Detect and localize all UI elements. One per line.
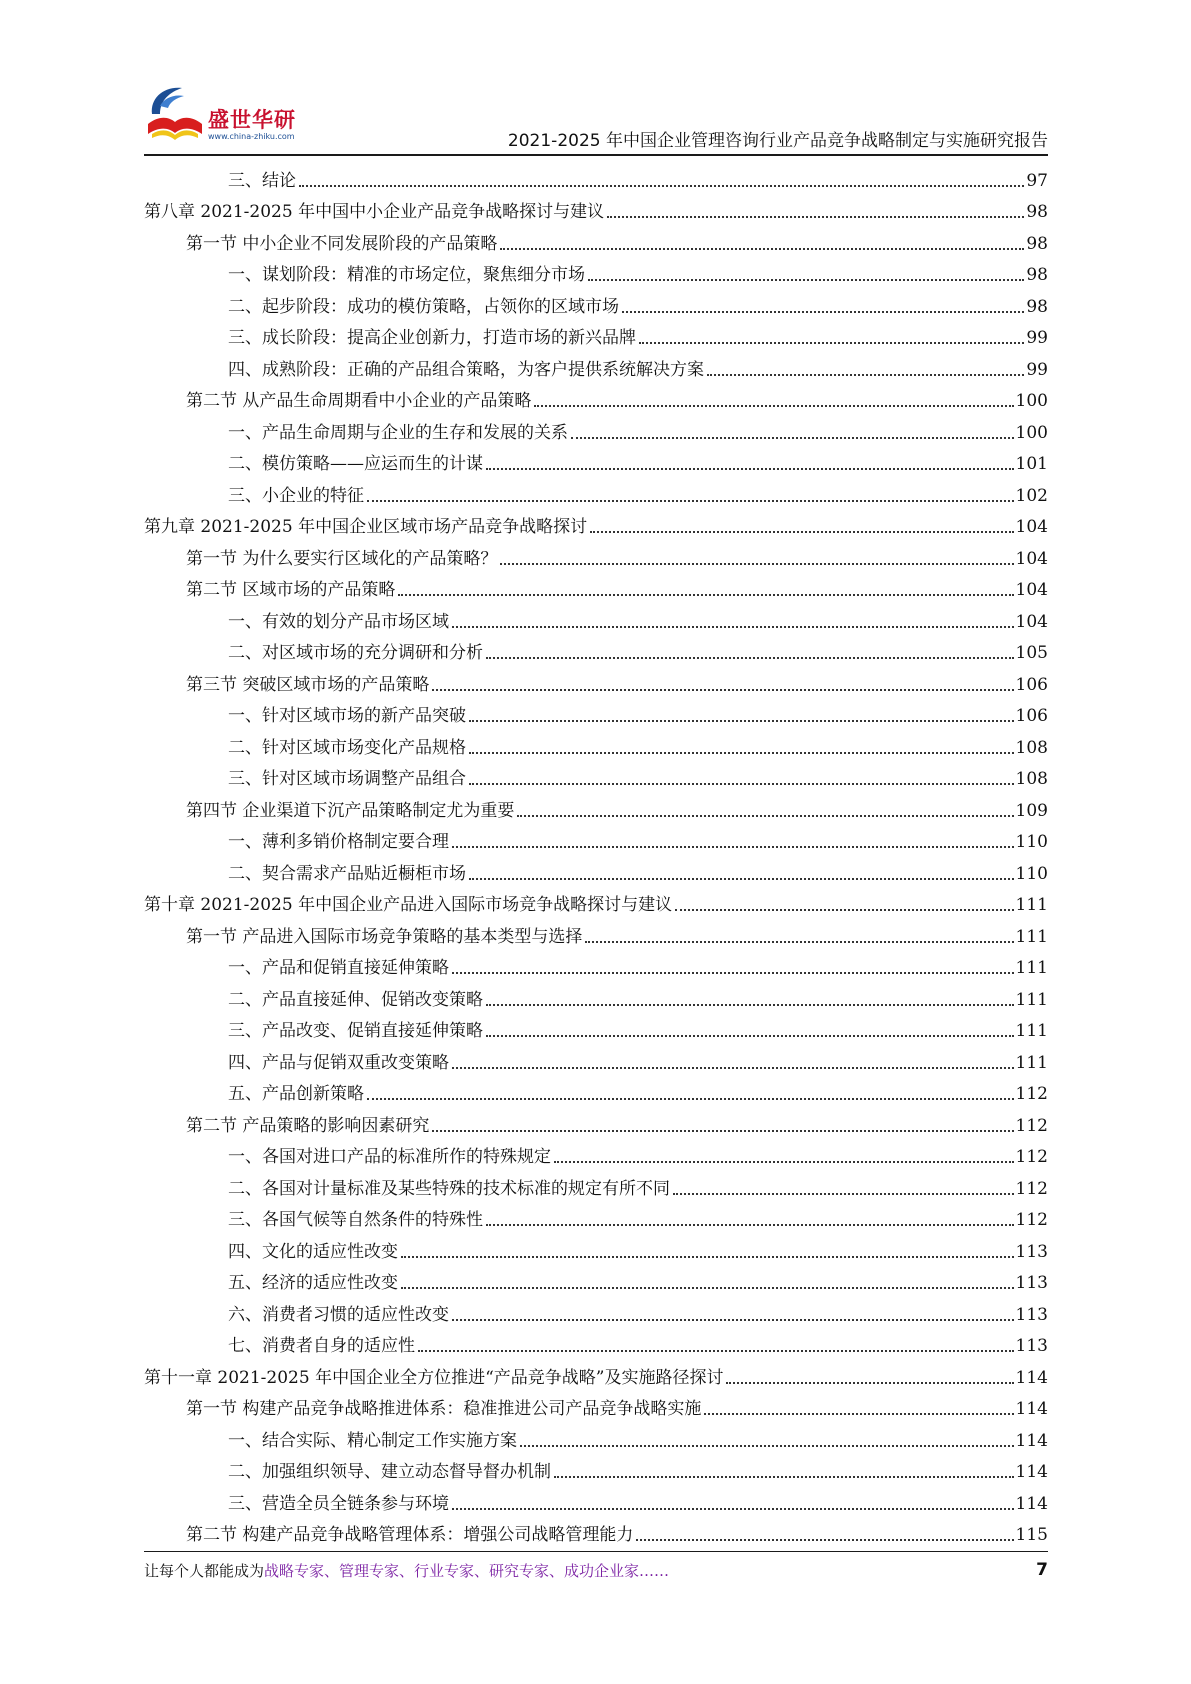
toc-entry-page: 112 (1015, 1210, 1048, 1230)
toc-entry-title: 第一节 构建产品竞争战略推进体系：稳准推进公司产品竞争战略实施 (186, 1399, 702, 1419)
toc-dot-leader (452, 1507, 1014, 1510)
toc-entry-title: 三、各国气候等自然条件的特殊性 (228, 1210, 483, 1230)
company-logo (144, 80, 324, 146)
toc-dot-leader (401, 1286, 1014, 1289)
toc-entry-title: 五、产品创新策略 (228, 1084, 364, 1104)
toc-entry-title: 第一节 为什么要实行区域化的产品策略？ (186, 548, 498, 569)
toc-dot-leader (469, 719, 1014, 722)
toc-entry-page: 112 (1015, 1115, 1048, 1136)
toc-entry-title: 四、成熟阶段：正确的产品组合策略，为客户提供系统解决方案 (228, 359, 704, 380)
toc-subsection[interactable] (144, 979, 1048, 1011)
page-footer (144, 1560, 1048, 1590)
toc-entry-page: 115 (1015, 1525, 1048, 1545)
toc-dot-leader (367, 499, 1014, 502)
report-title: 2021-2025 年中国企业管理咨询行业产品竞争战略制定与实施研究报告 (507, 131, 1048, 151)
toc-subsection[interactable] (144, 633, 1048, 665)
toc-entry-title: 六、消费者习惯的适应性改变 (228, 1304, 449, 1325)
toc-chapter[interactable] (144, 885, 1048, 917)
toc-entry-title: 二、针对区域市场变化产品规格 (228, 737, 466, 758)
toc-section[interactable] (144, 664, 1048, 696)
book-wave-logo-icon (144, 84, 206, 146)
toc-subsection[interactable] (144, 696, 1048, 728)
toc-subsection[interactable] (144, 318, 1048, 350)
toc-dot-leader (432, 688, 1013, 691)
toc-entry-page: 111 (1015, 958, 1048, 978)
toc-entry-page: 111 (1015, 895, 1048, 915)
toc-entry-title: 第九章 2021-2025 年中国企业区域市场产品竞争战略探讨 (144, 517, 588, 537)
toc-entry-page: 110 (1015, 863, 1048, 884)
toc-entry-page: 100 (1015, 391, 1048, 411)
toc-entry-title: 三、产品改变、促销直接延伸策略 (228, 1021, 483, 1041)
toc-chapter[interactable] (144, 1357, 1048, 1389)
toc-entry-page: 112 (1015, 1178, 1048, 1199)
toc-dot-leader (452, 845, 1014, 848)
toc-dot-leader (675, 908, 1013, 911)
toc-entry-title: 一、结合实际、精心制定工作实施方案 (228, 1430, 517, 1451)
toc-dot-leader (622, 310, 1024, 313)
footer-divider (144, 1551, 1048, 1552)
toc-entry-page: 104 (1015, 580, 1048, 600)
toc-entry-title: 二、对区域市场的充分调研和分析 (228, 643, 483, 663)
toc-subsection[interactable] (144, 1011, 1048, 1043)
toc-entry-page: 102 (1015, 485, 1048, 506)
toc-subsection[interactable] (144, 1326, 1048, 1358)
toc-dot-leader (726, 1381, 1013, 1384)
toc-dot-leader (486, 1034, 1014, 1037)
toc-entry-title: 第十章 2021-2025 年中国企业产品进入国际市场竞争战略探讨与建议 (144, 895, 673, 915)
toc-dot-leader (607, 215, 1024, 218)
toc-entry-page: 114 (1015, 1493, 1048, 1514)
toc-entry-page: 98 (1026, 202, 1048, 222)
toc-subsection[interactable] (144, 948, 1048, 980)
toc-dot-leader (520, 1444, 1014, 1447)
toc-dot-leader (299, 184, 1024, 187)
toc-entry-page: 99 (1026, 328, 1048, 348)
toc-dot-leader (590, 530, 1013, 533)
toc-dot-leader (500, 562, 1013, 565)
toc-entry-title: 第十一章 2021-2025 年中国企业全方位推进“产品竞争战略”及实施路径探讨 (144, 1367, 724, 1388)
toc-entry-title: 三、成长阶段：提高企业创新力，打造市场的新兴品牌 (228, 328, 636, 348)
toc-dot-leader (452, 971, 1014, 974)
page-header (144, 80, 1048, 158)
toc-entry-title: 二、契合需求产品贴近橱柜市场 (228, 863, 466, 884)
toc-section[interactable] (144, 1515, 1048, 1547)
toc-entry-page: 108 (1015, 769, 1048, 789)
toc-subsection[interactable] (144, 1137, 1048, 1169)
toc-entry-page: 114 (1015, 1367, 1048, 1388)
toc-entry-page: 112 (1015, 1147, 1048, 1167)
toc-entry-page: 113 (1015, 1241, 1048, 1262)
toc-entry-title: 第四节 企业渠道下沉产品策略制定尤为重要 (186, 800, 515, 821)
slogan-prefix: 让每个人都能成为 (144, 1562, 265, 1580)
toc-subsection[interactable] (144, 1420, 1048, 1452)
toc-dot-leader (517, 814, 1013, 817)
toc-section[interactable] (144, 790, 1048, 822)
toc-subsection[interactable] (144, 822, 1048, 854)
toc-subsection[interactable] (144, 1452, 1048, 1484)
toc-chapter[interactable] (144, 507, 1048, 539)
toc-dot-leader (500, 247, 1024, 250)
toc-entry-page: 113 (1015, 1304, 1048, 1325)
toc-entry-page: 111 (1015, 1052, 1048, 1073)
toc-entry-title: 第二节 产品策略的影响因素研究 (186, 1115, 430, 1136)
toc-entry-title: 一、产品和促销直接延伸策略 (228, 958, 449, 978)
toc-entry-page: 114 (1015, 1462, 1048, 1482)
page-number: 7 (1036, 1560, 1048, 1580)
toc-entry-title: 四、文化的适应性改变 (228, 1241, 398, 1262)
toc-subsection[interactable] (144, 160, 1048, 192)
toc-entry-title: 二、起步阶段：成功的模仿策略，占领你的区域市场 (228, 296, 619, 317)
toc-subsection[interactable] (144, 1231, 1048, 1263)
toc-entry-page: 111 (1015, 989, 1048, 1010)
toc-entry-title: 二、各国对计量标准及某些特殊的技术标准的规定有所不同 (228, 1178, 670, 1199)
header-divider (144, 154, 1048, 156)
toc-dot-leader (469, 877, 1014, 880)
toc-entry-title: 二、模仿策略——应运而生的计谋 (228, 454, 483, 474)
toc-entry-page: 98 (1026, 296, 1048, 317)
toc-entry-page: 100 (1015, 422, 1048, 443)
toc-dot-leader (486, 1003, 1014, 1006)
toc-entry-title: 三、小企业的特征 (228, 485, 364, 506)
toc-entry-title: 第一节 中小企业不同发展阶段的产品策略 (186, 233, 498, 254)
toc-entry-title: 第二节 区域市场的产品策略 (186, 580, 396, 600)
toc-dot-leader (636, 1538, 1013, 1541)
toc-subsection[interactable] (144, 444, 1048, 476)
toc-entry-title: 第一节 产品进入国际市场竞争策略的基本类型与选择 (186, 926, 583, 947)
toc-entry-title: 一、有效的划分产品市场区域 (228, 611, 449, 632)
toc-dot-leader (554, 1160, 1014, 1163)
toc-dot-leader (401, 1255, 1014, 1258)
toc-entry-page: 101 (1015, 454, 1048, 474)
toc-dot-leader (588, 278, 1024, 281)
toc-dot-leader (585, 940, 1013, 943)
toc-dot-leader (707, 373, 1024, 376)
toc-entry-title: 一、薄利多销价格制定要合理 (228, 832, 449, 852)
toc-entry-page: 104 (1015, 611, 1048, 632)
toc-entry-page: 114 (1015, 1430, 1048, 1451)
toc-dot-leader (704, 1412, 1013, 1415)
toc-subsection[interactable] (144, 475, 1048, 507)
toc-entry-title: 一、各国对进口产品的标准所作的特殊规定 (228, 1147, 551, 1167)
toc-entry-page: 106 (1015, 674, 1048, 695)
toc-entry-title: 三、针对区域市场调整产品组合 (228, 769, 466, 789)
toc-subsection[interactable] (144, 601, 1048, 633)
toc-entry-page: 114 (1015, 1399, 1048, 1419)
toc-dot-leader (639, 341, 1024, 344)
toc-entry-title: 五、经济的适应性改变 (228, 1273, 398, 1293)
brand-url: www.china-zhiku.com (208, 132, 295, 141)
slogan-highlight: 战略专家、管理专家、行业专家、研究专家、成功企业家…… (264, 1562, 670, 1580)
toc-entry-title: 一、产品生命周期与企业的生存和发展的关系 (228, 422, 568, 443)
toc-entry-title: 四、产品与促销双重改变策略 (228, 1052, 449, 1073)
toc-section[interactable] (144, 1105, 1048, 1137)
toc-entry-title: 三、结论 (228, 170, 296, 191)
toc-entry-page: 104 (1015, 548, 1048, 569)
brand-name: 盛世华研 (208, 108, 296, 132)
toc-dot-leader (469, 751, 1014, 754)
toc-entry-page: 97 (1026, 170, 1048, 191)
toc-section[interactable] (144, 381, 1048, 413)
toc-entry-title: 一、谋划阶段：精准的市场定位，聚焦细分市场 (228, 265, 585, 285)
toc-subsection[interactable] (144, 1074, 1048, 1106)
toc-subsection[interactable] (144, 727, 1048, 759)
toc-dot-leader (452, 625, 1014, 628)
toc-entry-page: 113 (1015, 1336, 1048, 1356)
toc-entry-title: 一、针对区域市场的新产品突破 (228, 706, 466, 726)
toc-entry-page: 112 (1015, 1084, 1048, 1104)
toc-section[interactable] (144, 538, 1048, 570)
toc-dot-leader (486, 1223, 1014, 1226)
toc-entry-title: 二、加强组织领导、建立动态督导督办机制 (228, 1462, 551, 1482)
toc-section[interactable] (144, 1389, 1048, 1421)
toc-subsection[interactable] (144, 853, 1048, 885)
toc-entry-title: 第二节 从产品生命周期看中小企业的产品策略 (186, 391, 532, 411)
toc-dot-leader (486, 467, 1014, 470)
toc-entry-page: 106 (1015, 706, 1048, 726)
toc-section[interactable] (144, 570, 1048, 602)
toc-entry-title: 三、营造全员全链条参与环境 (228, 1493, 449, 1514)
toc-entry-title: 二、产品直接延伸、促销改变策略 (228, 989, 483, 1010)
toc-dot-leader (398, 593, 1013, 596)
toc-subsection[interactable] (144, 1200, 1048, 1232)
toc-dot-leader (571, 436, 1014, 439)
toc-subsection[interactable] (144, 349, 1048, 381)
toc-dot-leader (418, 1349, 1014, 1352)
toc-entry-page: 109 (1015, 800, 1048, 821)
toc-entry-page: 104 (1015, 517, 1048, 537)
toc-subsection[interactable] (144, 1042, 1048, 1074)
toc-dot-leader (452, 1066, 1014, 1069)
toc-entry-page: 105 (1015, 643, 1048, 663)
toc-section[interactable] (144, 223, 1048, 255)
toc-entry-page: 108 (1015, 737, 1048, 758)
toc-dot-leader (367, 1097, 1014, 1100)
toc-entry-page: 98 (1026, 233, 1048, 254)
toc-subsection[interactable] (144, 1483, 1048, 1515)
toc-subsection[interactable] (144, 1294, 1048, 1326)
toc-entry-title: 第三节 突破区域市场的产品策略 (186, 674, 430, 695)
toc-entry-page: 98 (1026, 265, 1048, 285)
toc-subsection[interactable] (144, 1168, 1048, 1200)
table-of-contents (144, 160, 1048, 1546)
toc-entry-page: 111 (1015, 926, 1048, 947)
toc-entry-page: 110 (1015, 832, 1048, 852)
toc-entry-title: 第八章 2021-2025 年中国中小企业产品竞争战略探讨与建议 (144, 202, 605, 222)
toc-dot-leader (554, 1475, 1014, 1478)
toc-subsection[interactable] (144, 255, 1048, 287)
toc-entry-page: 113 (1015, 1273, 1048, 1293)
toc-chapter[interactable] (144, 192, 1048, 224)
toc-dot-leader (469, 782, 1014, 785)
toc-entry-title: 第二节 构建产品竞争战略管理体系：增强公司战略管理能力 (186, 1525, 634, 1545)
toc-subsection[interactable] (144, 759, 1048, 791)
toc-dot-leader (486, 656, 1014, 659)
toc-entry-page: 99 (1026, 359, 1048, 380)
toc-dot-leader (673, 1192, 1014, 1195)
toc-subsection[interactable] (144, 1263, 1048, 1295)
toc-section[interactable] (144, 916, 1048, 948)
toc-entry-title: 七、消费者自身的适应性 (228, 1336, 415, 1356)
toc-dot-leader (452, 1318, 1014, 1321)
toc-dot-leader (534, 404, 1013, 407)
toc-dot-leader (432, 1129, 1013, 1132)
toc-subsection[interactable] (144, 412, 1048, 444)
toc-subsection[interactable] (144, 286, 1048, 318)
toc-entry-page: 111 (1015, 1021, 1048, 1041)
